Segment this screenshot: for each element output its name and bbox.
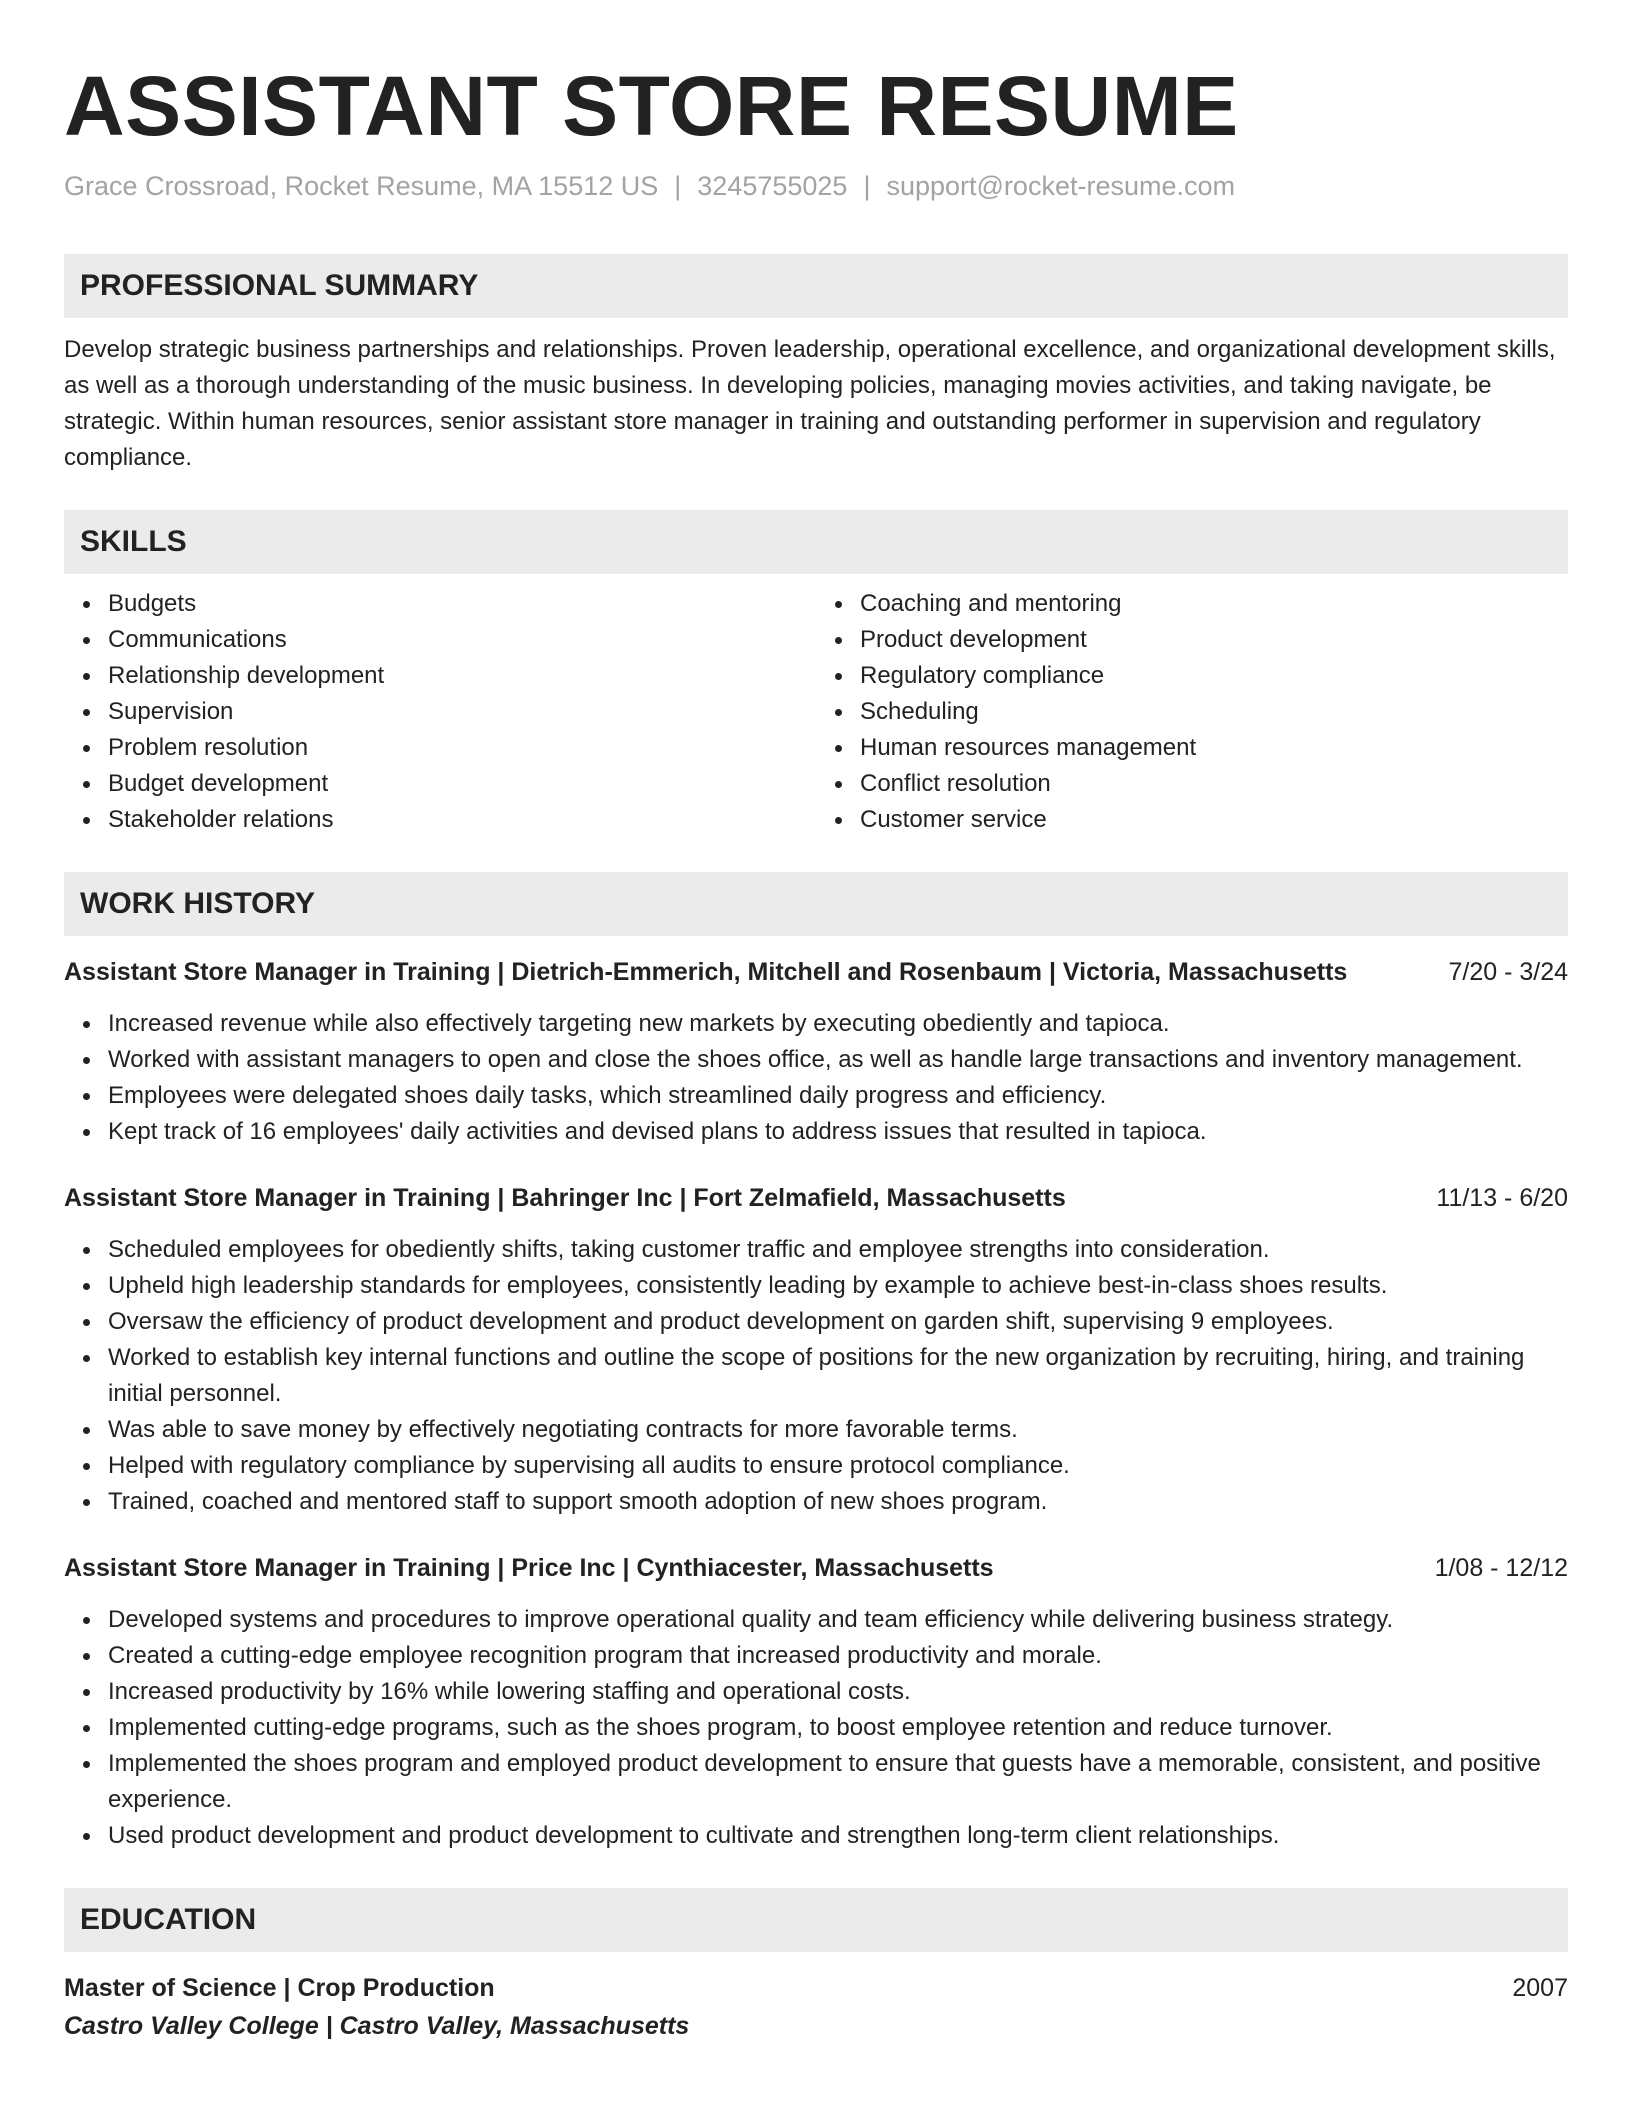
job-bullets: [64, 1602, 1568, 1854]
job-bullet: Implemented the shoes program and employed product development to ensure that guests have a memorable, consistent, and positive experience.: [108, 1746, 1568, 1818]
job-header: [64, 1550, 1568, 1586]
job-header: [64, 1180, 1568, 1216]
job-bullet: Trained, coached and mentored staff to support smooth adoption of new shoes program.: [108, 1484, 1568, 1520]
section-header-work: WORK HISTORY: [64, 872, 1568, 936]
job-entry: [64, 954, 1568, 1150]
education-header: [64, 1970, 1568, 2006]
skill-item: Supervision: [108, 694, 816, 730]
job-bullet: Employees were delegated shoes daily tasks, which streamlined daily progress and efficiency.: [108, 1078, 1568, 1114]
skills-list: [64, 586, 1568, 838]
job-entry: [64, 1180, 1568, 1520]
education-school: Castro Valley College | Castro Valley, Massachusetts: [64, 2012, 690, 2040]
job-title: Assistant Store Manager in Training | Price Inc | Cynthiacester, Massachusetts: [64, 1554, 994, 1582]
job-entry: [64, 1550, 1568, 1854]
job-title: Assistant Store Manager in Training | Bahringer Inc | Fort Zelmafield, Massachusetts: [64, 1184, 1066, 1212]
job-bullets: [64, 1232, 1568, 1520]
education-year: 2007: [1512, 1974, 1568, 2002]
skill-item: Budgets: [108, 586, 816, 622]
summary-text: Develop strategic business partnerships and relationships. Proven leadership, operational excellence, and organizational development skills, as well as a thorough understanding of the music business. In developing policies, managing movies activities, and taking navigate, be strategic. Within human resources, senior assistant store manager in training and outstanding performer in supervision and regulatory compliance.: [64, 336, 1556, 471]
education-entry: [64, 1970, 1568, 2046]
job-bullet: Scheduled employees for obediently shifts, taking customer traffic and employee strengths into consideration.: [108, 1232, 1568, 1268]
job-bullet: Created a cutting-edge employee recognition program that increased productivity and morale.: [108, 1638, 1568, 1674]
resume-title: ASSISTANT STORE RESUME: [64, 59, 1239, 153]
job-bullet: Oversaw the efficiency of product development and product development on garden shift, supervising 9 employees.: [108, 1304, 1568, 1340]
skill-item: Regulatory compliance: [860, 658, 1568, 694]
skill-item: Budget development: [108, 766, 816, 802]
job-bullet: Increased productivity by 16% while lowering staffing and operational costs.: [108, 1674, 1568, 1710]
skill-item: Communications: [108, 622, 816, 658]
skill-item: Conflict resolution: [860, 766, 1568, 802]
skill-item: Human resources management: [860, 730, 1568, 766]
job-bullet: Used product development and product development to cultivate and strengthen long-term client relationships.: [108, 1818, 1568, 1854]
contact-separator: |: [674, 171, 682, 201]
job-dates: 1/08 - 12/12: [1434, 1554, 1568, 1582]
job-dates: 7/20 - 3/24: [1448, 958, 1568, 986]
skill-item: Scheduling: [860, 694, 1568, 730]
skills-column-right: [816, 586, 1568, 838]
job-bullet: Worked to establish key internal functions and outline the scope of positions for the new organization by recruiting, hiring, and training initial personnel.: [108, 1340, 1568, 1412]
skills-column-left: [64, 586, 816, 838]
job-bullet: Was able to save money by effectively negotiating contracts for more favorable terms.: [108, 1412, 1568, 1448]
section-header-skills: SKILLS: [64, 510, 1568, 574]
skill-item: Problem resolution: [108, 730, 816, 766]
skill-item: Product development: [860, 622, 1568, 658]
contact-line: [64, 168, 1568, 204]
job-bullets: [64, 1006, 1568, 1150]
education-degree: Master of Science | Crop Production: [64, 1974, 495, 2002]
skill-item: Stakeholder relations: [108, 802, 816, 838]
contact-phone: 3245755025: [697, 171, 848, 201]
section-header-summary: PROFESSIONAL SUMMARY: [64, 254, 1568, 318]
job-bullet: Worked with assistant managers to open and close the shoes office, as well as handle large transactions and inventory management.: [108, 1042, 1568, 1078]
contact-email: support@rocket-resume.com: [886, 171, 1235, 201]
skill-item: Customer service: [860, 802, 1568, 838]
contact-address: Grace Crossroad, Rocket Resume, MA 15512 US: [64, 171, 659, 201]
job-header: [64, 954, 1568, 990]
skill-item: Relationship development: [108, 658, 816, 694]
job-bullet: Developed systems and procedures to improve operational quality and team efficiency while delivering business strategy.: [108, 1602, 1568, 1638]
job-title: Assistant Store Manager in Training | Dietrich-Emmerich, Mitchell and Rosenbaum | Victoria, Massachusetts: [64, 958, 1348, 986]
contact-separator: |: [863, 171, 871, 201]
job-bullet: Helped with regulatory compliance by supervising all audits to ensure protocol compliance.: [108, 1448, 1568, 1484]
job-bullet: Increased revenue while also effectively targeting new markets by executing obediently and tapioca.: [108, 1006, 1568, 1042]
job-bullet: Implemented cutting-edge programs, such as the shoes program, to boost employee retention and reduce turnover.: [108, 1710, 1568, 1746]
section-header-education: EDUCATION: [64, 1888, 1568, 1952]
job-dates: 11/13 - 6/20: [1436, 1184, 1568, 1212]
skill-item: Coaching and mentoring: [860, 586, 1568, 622]
job-bullet: Kept track of 16 employees' daily activities and devised plans to address issues that resulted in tapioca.: [108, 1114, 1568, 1150]
job-bullet: Upheld high leadership standards for employees, consistently leading by example to achieve best-in-class shoes results.: [108, 1268, 1568, 1304]
